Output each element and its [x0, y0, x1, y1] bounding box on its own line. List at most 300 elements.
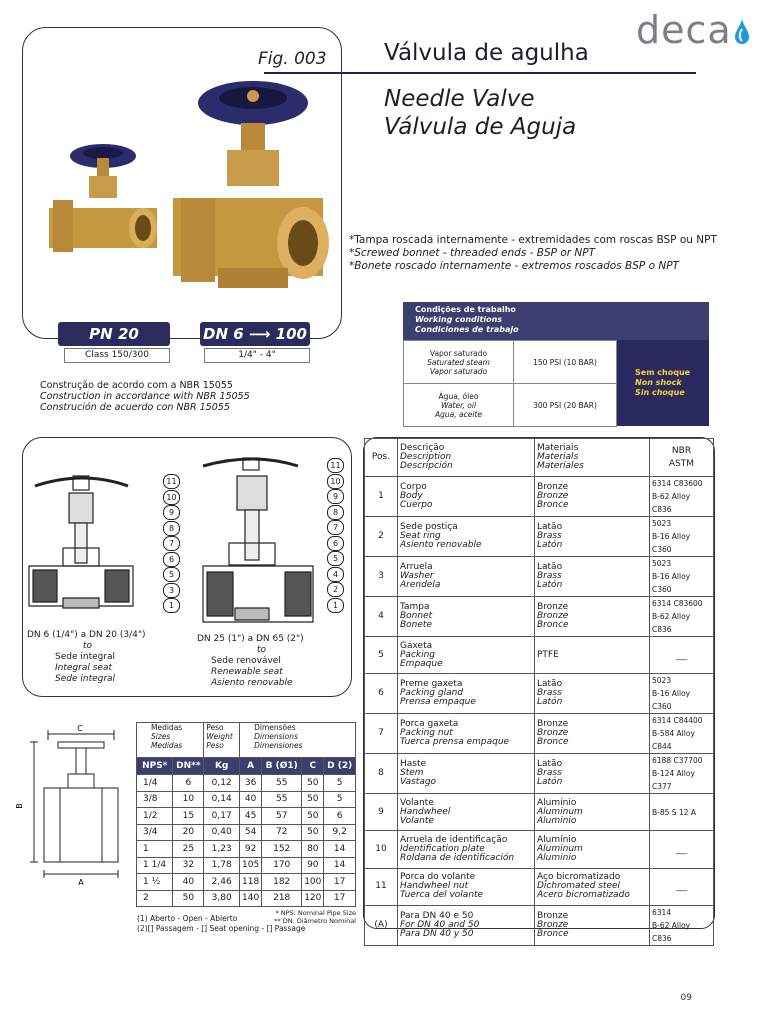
- part-description: [398, 674, 535, 714]
- brand-logo: [636, 8, 750, 52]
- page-number: 09: [680, 993, 692, 1003]
- dim-cell: 90: [302, 857, 324, 874]
- header-description: [398, 439, 535, 477]
- wc-title-en: Working conditions: [415, 315, 503, 324]
- construction-pt: Construção de acordo com a NBR 15055: [40, 380, 233, 391]
- dim-table-body: [137, 775, 356, 907]
- left-caption-en: Integral seat: [55, 663, 112, 673]
- part-material: [535, 557, 650, 597]
- dim-cell: 92: [240, 841, 262, 858]
- wc-title-es: Condiciones de trabajo: [415, 325, 519, 334]
- dim-cell: 2,46: [204, 874, 240, 891]
- part-material: [535, 794, 650, 831]
- part-description: [398, 754, 535, 794]
- header-pos: Pos.: [365, 439, 398, 477]
- right-caption-es: Asiento renovable: [211, 678, 293, 688]
- part-material: [535, 477, 650, 517]
- dimension-table-wrap: [136, 722, 356, 925]
- dim-cell: 50: [302, 808, 324, 825]
- parts-row: [365, 831, 714, 868]
- part-desc-line: Tuerca prensa empaque: [400, 737, 510, 748]
- part-mat-line: Bronze: [537, 719, 569, 730]
- part-desc-line: Bonete: [400, 620, 432, 630]
- construction-note: [40, 380, 250, 413]
- dim-cell: 0,17: [204, 808, 240, 825]
- part-description: [398, 905, 535, 945]
- part-mat-line: Alumínio: [537, 834, 577, 845]
- part-material: [535, 517, 650, 557]
- parts-row: [365, 597, 714, 637]
- desc-en: Description: [400, 452, 452, 462]
- group-dimensions: [240, 723, 356, 758]
- dim-cell: 40: [173, 874, 204, 891]
- part-desc-line: Para DN 40 e 50: [400, 910, 474, 921]
- part-desc-line: Asiento renovable: [400, 540, 482, 550]
- part-mat-line: Brass: [537, 688, 562, 699]
- parts-row: [365, 754, 714, 794]
- dim-cell: 50: [302, 791, 324, 808]
- part-mat-line: Bronce: [537, 620, 569, 630]
- part-description: [398, 794, 535, 831]
- part-desc-line: Handwheel nut: [400, 881, 469, 892]
- subtitle-block: [384, 85, 576, 141]
- left-caption-to: to: [83, 641, 93, 651]
- part-mat-line: Bronce: [537, 500, 569, 510]
- part-material: [535, 905, 650, 945]
- parts-row: [365, 517, 714, 557]
- footnote-passage: (2)[] Passagem - [] Seat opening - [] Passage: [137, 924, 306, 933]
- part-description: [398, 714, 535, 754]
- part-mat-line: Latón: [537, 697, 563, 708]
- part-material: [535, 831, 650, 868]
- part-description: [398, 597, 535, 637]
- part-norm: [650, 517, 714, 557]
- part-description: [398, 557, 535, 597]
- dim-cell: 20: [173, 824, 204, 841]
- part-norm-line: 6188 C37700: [652, 756, 703, 766]
- parts-row: [365, 477, 714, 517]
- size-range-sub: 1/4" - 4": [204, 348, 310, 363]
- dim-cell: 120: [302, 890, 324, 907]
- logo-text: deca: [636, 8, 732, 52]
- dim-row: [137, 857, 356, 874]
- part-mat-line: Latón: [537, 580, 563, 590]
- part-desc-line: Arruela: [400, 562, 433, 572]
- dim-cell: 5: [324, 791, 356, 808]
- part-pos: 2: [365, 517, 398, 557]
- part-desc-line: Packing nut: [400, 728, 453, 739]
- callout-number: 3: [163, 583, 180, 598]
- part-norm-line: ___: [675, 882, 688, 892]
- part-desc-line: Tampa: [400, 602, 430, 612]
- part-norm-line: 5023: [652, 559, 672, 568]
- footnote-open: (1) Aberto - Open - Abierto: [137, 914, 238, 923]
- large-valve-image: [173, 81, 329, 288]
- part-mat-line: Aluminio: [537, 815, 577, 826]
- dims-en: Dimensions: [254, 732, 298, 741]
- dim-cell: 1/2: [137, 808, 173, 825]
- part-norm-line: 6314: [652, 907, 672, 917]
- parts-row: [365, 868, 714, 905]
- callout-number: 5: [327, 551, 344, 566]
- dim-row: [137, 874, 356, 891]
- wc-pressure: 300 PSI (20 BAR): [514, 384, 617, 427]
- dim-column-header: DN**: [173, 758, 204, 775]
- right-caption: [197, 634, 304, 689]
- construction-es: Construción de acuerdo con NBR 15055: [40, 402, 230, 413]
- part-material: [535, 597, 650, 637]
- part-norm: [650, 477, 714, 517]
- weight-es: Peso: [206, 741, 224, 750]
- shock-condition: [617, 340, 709, 426]
- callout-number: 5: [163, 567, 180, 582]
- part-pos: 10: [365, 831, 398, 868]
- dim-cell: 152: [262, 841, 302, 858]
- dim-row: [137, 791, 356, 808]
- header-norms: [650, 439, 714, 477]
- small-valve-image: [49, 144, 157, 252]
- part-norm-line: B-16 Alloy C360: [652, 689, 691, 712]
- dim-cell: 32: [173, 857, 204, 874]
- part-material: [535, 674, 650, 714]
- dims-es: Dimensiones: [254, 741, 303, 750]
- part-desc-line: Arendela: [400, 580, 441, 590]
- part-norm-line: B-16 Alloy C360: [652, 572, 691, 594]
- part-desc-line: Para DN 40 y 50: [400, 928, 474, 939]
- part-mat-line: Aluminum: [537, 843, 583, 854]
- part-norm-line: 5023: [652, 676, 672, 686]
- dim-cell: 1: [137, 841, 173, 858]
- part-desc-line: Haste: [400, 759, 427, 770]
- wc-pressure: 150 PSI (10 BAR): [514, 341, 617, 384]
- part-norm-line: B-62 Alloy C836: [652, 612, 691, 634]
- dim-cell: 80: [302, 841, 324, 858]
- norm-nbr: NBR: [671, 445, 692, 456]
- parts-table-body: [365, 477, 714, 946]
- medium-en: Water, oil: [440, 400, 477, 410]
- dim-column-header: A: [240, 758, 262, 775]
- part-mat-line: Latão: [537, 562, 563, 572]
- part-desc-line: Packing: [400, 649, 436, 660]
- parts-header-row: [365, 439, 714, 477]
- dimension-drawing: [14, 722, 132, 897]
- left-caption-pt: Sede integral: [55, 652, 116, 662]
- part-norm: [650, 868, 714, 905]
- part-mat-line: Bronze: [537, 910, 569, 921]
- left-caption-es: Sede integral: [55, 674, 116, 684]
- working-conditions-header: [403, 302, 709, 340]
- part-desc-line: Porca do volante: [400, 872, 476, 883]
- part-norm-line: ___: [675, 650, 688, 660]
- bullet-es: *Bonete roscado internamente - extremos roscados BSP o NPT: [349, 260, 679, 272]
- part-desc-line: Volante: [400, 815, 434, 826]
- valve-photo: [23, 28, 341, 338]
- mat-pt: Materiais: [537, 443, 579, 453]
- dim-row: [137, 841, 356, 858]
- pressure-class-sub: Class 150/300: [64, 348, 170, 363]
- dim-label-a: A: [78, 878, 84, 887]
- part-mat-line: Bronze: [537, 482, 569, 492]
- dim-column-header: D (2): [324, 758, 356, 775]
- part-material: [535, 868, 650, 905]
- left-caption: [27, 630, 145, 685]
- pressure-class-tag: PN 20: [58, 322, 170, 346]
- callout-number: 10: [327, 474, 344, 489]
- callout-number: 6: [163, 552, 180, 567]
- callout-number: 11: [163, 474, 180, 489]
- cross-section-drawing: [23, 448, 351, 638]
- part-norm: [650, 557, 714, 597]
- part-mat-line: Brass: [537, 768, 562, 779]
- dim-cell: 55: [262, 775, 302, 792]
- part-desc-line: Volante: [400, 797, 434, 808]
- dims-pt: Dimensões: [254, 723, 296, 732]
- part-description: [398, 868, 535, 905]
- callout-number: 6: [327, 536, 344, 551]
- dim-cell: 17: [324, 890, 356, 907]
- part-desc-line: Packing gland: [400, 688, 464, 699]
- part-mat-line: Latão: [537, 679, 563, 690]
- part-description: [398, 517, 535, 557]
- left-caption-size: DN 6 (1/4") a DN 20 (3/4"): [27, 630, 146, 640]
- part-pos: 1: [365, 477, 398, 517]
- shock-pt: Sem choque: [635, 368, 691, 377]
- sizes-pt: Medidas: [151, 723, 183, 732]
- part-norm-line: B-62 Alloy C836: [652, 920, 691, 943]
- callout-number: 9: [327, 489, 344, 504]
- part-description: [398, 477, 535, 517]
- dim-cell: 0,12: [204, 775, 240, 792]
- part-desc-line: Seat ring: [400, 531, 441, 541]
- construction-en: Construction in accordance with NBR 15055: [40, 391, 250, 402]
- part-desc-line: Stem: [400, 768, 424, 779]
- part-pos: 5: [365, 637, 398, 674]
- cross-section-frame: [22, 437, 352, 697]
- dim-cell: 0,14: [204, 791, 240, 808]
- shock-en: Non shock: [635, 378, 682, 387]
- title-divider: [264, 72, 696, 74]
- part-material: [535, 714, 650, 754]
- bullet-pt: *Tampa roscada internamente - extremidades com roscas BSP ou NPT: [349, 234, 717, 246]
- part-mat-line: Latão: [537, 522, 563, 532]
- callout-number: 7: [327, 520, 344, 535]
- dim-column-header: B (Ø1): [262, 758, 302, 775]
- dim-row: [137, 824, 356, 841]
- part-norm: [650, 597, 714, 637]
- part-norm-line: B-124 Alloy C377: [652, 769, 695, 792]
- size-range-tag: DN 6 ⟶ 100: [200, 322, 310, 346]
- drop-icon: [734, 17, 750, 47]
- wc-medium: [404, 341, 514, 384]
- parts-row: [365, 557, 714, 597]
- dim-cell: 3/4: [137, 824, 173, 841]
- part-material: [535, 637, 650, 674]
- part-desc-line: Porca gaxeta: [400, 719, 459, 730]
- part-mat-line: Bronze: [537, 602, 569, 612]
- page-title: Válvula de agulha: [384, 40, 589, 66]
- right-caption-en: Renewable seat: [211, 667, 283, 677]
- wc-medium: [404, 384, 514, 427]
- dim-cell: 5: [324, 775, 356, 792]
- part-pos: 3: [365, 557, 398, 597]
- group-sizes: [137, 723, 204, 758]
- part-desc-line: Corpo: [400, 482, 427, 492]
- dim-cell: 3/8: [137, 791, 173, 808]
- part-mat-line: Brass: [537, 571, 562, 581]
- part-mat-line: Alumínio: [537, 797, 577, 808]
- callout-number: 11: [327, 458, 344, 473]
- part-norm: [650, 831, 714, 868]
- part-norm-line: 6314 C83600: [652, 599, 703, 608]
- parts-row: [365, 714, 714, 754]
- dim-cell: 55: [262, 791, 302, 808]
- right-caption-to: to: [257, 645, 267, 655]
- dim-cell: 182: [262, 874, 302, 891]
- parts-row: [365, 905, 714, 945]
- part-pos: 11: [365, 868, 398, 905]
- dim-cell: 36: [240, 775, 262, 792]
- dim-cell: 57: [262, 808, 302, 825]
- dim-cell: 15: [173, 808, 204, 825]
- dim-cell: 0,40: [204, 824, 240, 841]
- callout-number: 2: [327, 582, 344, 597]
- dim-cell: 50: [302, 775, 324, 792]
- parts-row: [365, 674, 714, 714]
- part-desc-line: Roldana de identificación: [400, 852, 515, 863]
- part-norm-line: 6314 C84400: [652, 716, 703, 726]
- dim-cell: 40: [240, 791, 262, 808]
- wc-row: [404, 341, 617, 384]
- figure-number: Fig. 003: [258, 49, 327, 69]
- part-desc-line: For DN 40 and 50: [400, 919, 480, 930]
- dim-cell: 1,78: [204, 857, 240, 874]
- part-pos: 8: [365, 754, 398, 794]
- dim-cell: 6: [173, 775, 204, 792]
- part-mat-line: Bronce: [537, 737, 569, 748]
- part-desc-line: Bonnet: [400, 611, 433, 621]
- dim-cell: 100: [302, 874, 324, 891]
- part-pos: 9: [365, 794, 398, 831]
- part-mat-line: Bronze: [537, 728, 569, 739]
- mat-en: Materials: [537, 452, 579, 462]
- part-pos: (A): [365, 905, 398, 945]
- right-caption-size: DN 25 (1") a DN 65 (2"): [197, 634, 304, 644]
- callout-number: 9: [163, 505, 180, 520]
- part-pos: 4: [365, 597, 398, 637]
- parts-row: [365, 794, 714, 831]
- group-weight: [204, 723, 240, 758]
- weight-en: Weight: [206, 732, 233, 741]
- parts-table-frame: [363, 437, 715, 943]
- part-norm: [650, 637, 714, 674]
- dim-cell: 25: [173, 841, 204, 858]
- shock-es: Sin choque: [635, 388, 685, 397]
- sizes-es: Medidas: [151, 741, 183, 750]
- part-mat-line: Acero bicromatizado: [537, 890, 630, 901]
- parts-row: [365, 637, 714, 674]
- part-desc-line: Vastago: [400, 777, 437, 788]
- dim-cell: 118: [240, 874, 262, 891]
- part-norm: [650, 754, 714, 794]
- part-pos: 6: [365, 674, 398, 714]
- dim-group-header-row: [137, 723, 356, 758]
- medium-es: Agua, aceite: [435, 409, 482, 419]
- part-mat-line: Bronce: [537, 928, 569, 939]
- wc-row: [404, 384, 617, 427]
- part-norm-line: B-584 Alloy C844: [652, 729, 695, 752]
- medium-en: Saturated steam: [427, 357, 490, 367]
- medium-pt: Vapor saturado: [429, 348, 488, 358]
- callout-number: 1: [163, 598, 180, 613]
- part-norm-line: 6314 C83600: [652, 479, 703, 488]
- part-mat-line: Brass: [537, 531, 562, 541]
- part-mat-line: Dichromated steel: [537, 881, 621, 892]
- part-desc-line: Gaxeta: [400, 640, 433, 651]
- title-english: Needle Valve: [384, 86, 535, 112]
- dim-label-c: C: [77, 724, 83, 733]
- note-dn: ** DN: Diâmetro Nominal: [274, 917, 356, 925]
- wc-title-pt: Condições de trabalho: [415, 305, 516, 314]
- dim-cell: 6: [324, 808, 356, 825]
- callout-number: 4: [327, 567, 344, 582]
- parts-table: [364, 438, 714, 946]
- part-pos: 7: [365, 714, 398, 754]
- part-mat-line: Bronze: [537, 919, 569, 930]
- part-mat-line: Aluminum: [537, 806, 583, 817]
- part-norm: [650, 714, 714, 754]
- part-desc-line: Washer: [400, 571, 434, 581]
- right-caption-pt: Sede renovável: [211, 656, 281, 666]
- dim-cell: 17: [324, 874, 356, 891]
- dim-cell: 140: [240, 890, 262, 907]
- part-mat-line: Aluminio: [537, 852, 577, 863]
- dim-cell: 72: [262, 824, 302, 841]
- dim-cell: 54: [240, 824, 262, 841]
- dim-label-b: B: [15, 803, 24, 809]
- part-desc-line: Prensa empaque: [400, 697, 476, 708]
- dim-row: [137, 775, 356, 792]
- dim-cell: 1/4: [137, 775, 173, 792]
- dim-cell: 9,2: [324, 824, 356, 841]
- part-desc-line: Cuerpo: [400, 500, 433, 510]
- dim-cell: 50: [302, 824, 324, 841]
- dim-cell: 1 ½: [137, 874, 173, 891]
- part-norm-line: B-62 Alloy C836: [652, 492, 691, 514]
- part-desc-line: Body: [400, 491, 423, 501]
- note-nps: * NPS: Nominal Pipe Size: [275, 909, 356, 917]
- part-mat-line: Bronze: [537, 491, 569, 501]
- desc-pt: Descrição: [400, 443, 445, 453]
- bullet-en: *Screwed bonnet - threaded ends - BSP or NPT: [349, 247, 595, 259]
- part-desc-line: Preme gaxeta: [400, 679, 463, 690]
- medium-es: Vapor saturado: [429, 366, 488, 376]
- callout-number: 8: [163, 521, 180, 536]
- part-desc-line: Sede postiça: [400, 522, 458, 532]
- dim-column-header: NPS*: [137, 758, 173, 775]
- footnotes: [137, 914, 305, 934]
- part-mat-line: PTFE: [537, 649, 559, 660]
- callout-number: 1: [327, 598, 344, 613]
- desc-es: Descripción: [400, 461, 453, 471]
- part-norm-line: ___: [675, 844, 688, 854]
- medium-pt: Água, óleo: [438, 391, 479, 401]
- part-mat-line: Aço bicromatizado: [537, 872, 621, 883]
- dim-cell: 3,80: [204, 890, 240, 907]
- dim-cell: 45: [240, 808, 262, 825]
- dim-column-header-row: [137, 758, 356, 775]
- dim-cell: 170: [262, 857, 302, 874]
- dimension-table: [136, 722, 356, 907]
